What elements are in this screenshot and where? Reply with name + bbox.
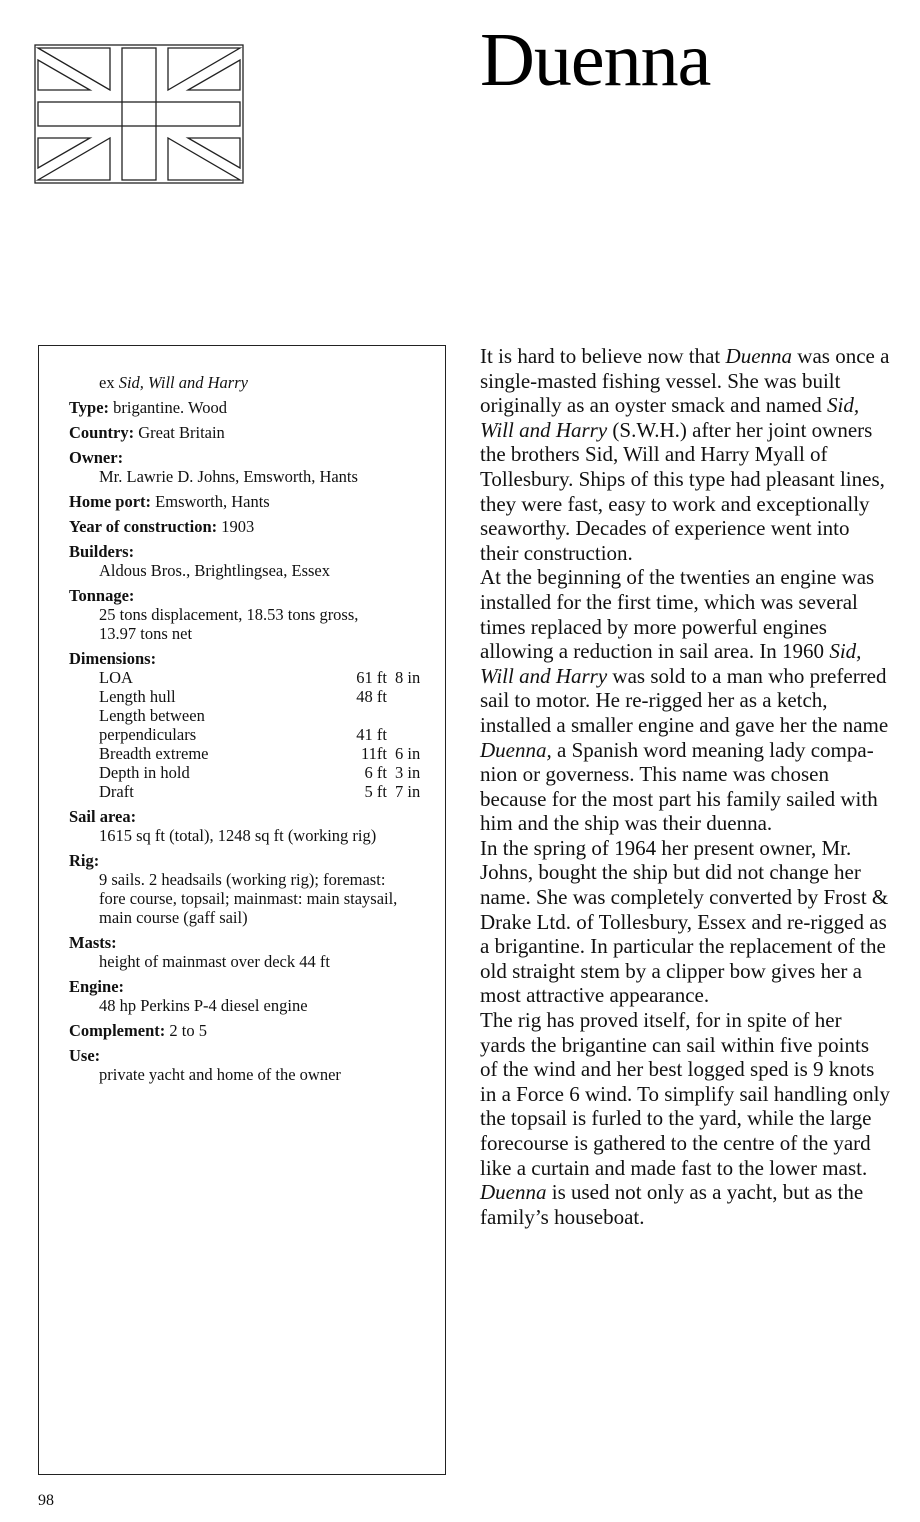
former-name: ex Sid, Will and Harry — [99, 373, 248, 392]
dimensions-table — [69, 668, 434, 801]
paragraph-engine: At the beginning of the twenties an engine was installed for the first time, which was several times replaced by more powerful engines allowing a reduction in sail area. In 1960 Sid, Will and Harry was sold to a man who preferred sail to motor. He re-rigged her as a ketch, installed a smaller engine and gave her the name Duenna, a Spanish word meaning lady companion or governess. This name was chosen because for the most part his family sailed with him and the ship was their duenna. — [480, 565, 889, 836]
dimension-row: LOA 61 ft 8 in — [99, 668, 421, 687]
article-body — [480, 344, 890, 1229]
dimension-row: Length between — [99, 706, 205, 725]
dimension-row: perpendiculars 41 ft — [99, 725, 387, 744]
spec-type: Type: brigantine. Wood — [69, 398, 228, 417]
spec-dimensions: Dimensions: LOA 61 ft 8 in Length hull 48 ft Length between perpendiculars 41 ft Breadth extreme 11ft 6 in Depth in hold 6 ft 3 in Draft 5 ft 7 in — [69, 649, 434, 801]
spec-sail-area: Sail area: 1615 sq ft (total), 1248 sq ft (working rig) — [69, 807, 377, 845]
dimension-row: Depth in hold 6 ft 3 in — [99, 763, 421, 782]
union-jack-icon — [34, 44, 244, 184]
dimension-row: Length hull 48 ft — [99, 687, 387, 706]
page-number: 98 — [38, 1492, 54, 1509]
spec-use: Use: private yacht and home of the owner — [69, 1046, 341, 1084]
spec-tonnage: Tonnage: 25 tons displacement, 18.53 tons gross, 13.97 tons net — [69, 586, 359, 643]
spec-builders: Builders: Aldous Bros., Brightlingsea, Essex — [69, 542, 330, 580]
spec-home-port: Home port: Emsworth, Hants — [69, 492, 270, 511]
spec-complement: Complement: 2 to 5 — [69, 1021, 207, 1040]
page-title: Duenna — [480, 18, 711, 102]
dimension-row: Breadth extreme 11ft 6 in — [99, 744, 421, 763]
spec-owner: Owner: Mr. Lawrie D. Johns, Emsworth, Hants — [69, 448, 358, 486]
paragraph-rig: The rig has proved itself, for in spite of her yards the brigantine can sail within five points of the wind and her best logged sped is 9 knots in a Force 6 wind. To simplify sail handling only the topsail is furled to the yard, while the large forecourse is gathered to the centre of the yard like a curtain and made fast to the lower mast. Duenna is used not only as a yacht, but as the family’s houseboat. — [480, 1008, 890, 1229]
specifications-list — [69, 373, 434, 1090]
spec-engine: Engine: 48 hp Perkins P-4 diesel engine — [69, 977, 308, 1015]
spec-year: Year of construction: 1903 — [69, 517, 255, 536]
spec-rig: Rig: 9 sails. 2 headsails (working rig); foremast: fore course, topsail; mainmast: main staysail, main course (gaff sail) — [69, 851, 398, 927]
spec-country: Country: Great Britain — [69, 423, 225, 442]
spec-masts: Masts: height of mainmast over deck 44 ft — [69, 933, 330, 971]
specifications-box — [38, 345, 446, 1475]
paragraph-history: It is hard to believe now that Duenna was once a single-masted fishing vessel. She was built originally as an oyster smack and named Sid, Will and Harry (S.W.H.) after her joint owners the brothers Sid, Will and Harry Myall of Tollesbury. Ships of this type had pleasant lines, they were fast, easy to work and exceptionally seaworthy. Decades of experience went into their construction. — [480, 344, 890, 565]
paragraph-conversion: In the spring of 1964 her present owner, Mr. Johns, bought the ship but did not change her name. She was completely converted by Frost & Drake Ltd. of Tollesbury, Essex and re-rigged as a brigantine. In particular the replacement of the old straight stem by a clipper bow gives her a most attractive appearance. — [480, 835, 889, 1008]
dimension-row: Draft 5 ft 7 in — [99, 782, 421, 801]
